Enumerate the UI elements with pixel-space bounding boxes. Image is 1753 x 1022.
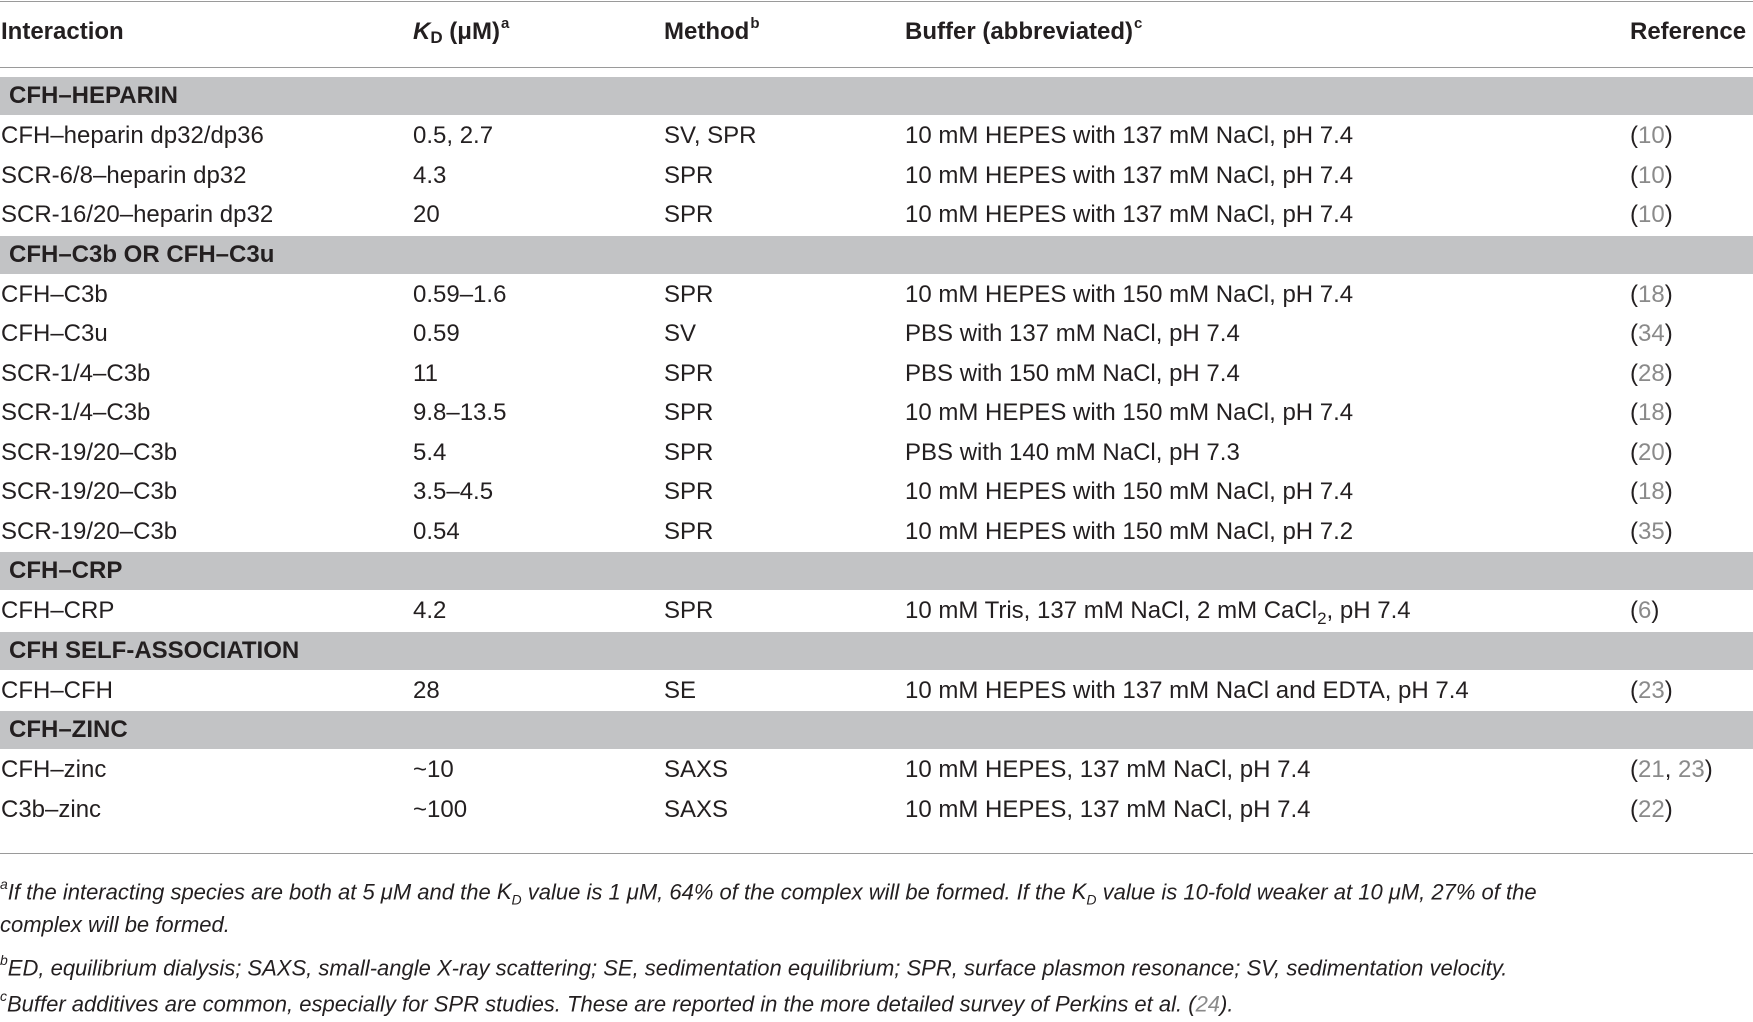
ref-paren-open: ( [1630, 360, 1638, 387]
reference-link[interactable]: 18 [1638, 478, 1665, 505]
section-title: CFH–CRP [9, 557, 123, 584]
col-header-method-label: Method [664, 18, 750, 45]
cell-method: SPR [664, 399, 714, 426]
footnote-a-kd-letter-1: K [496, 879, 512, 905]
cell-kd: 0.59 [413, 320, 460, 347]
cell-buffer: 10 mM HEPES with 137 mM NaCl and EDTA, pH 7.4 [905, 677, 1469, 704]
reference-link[interactable]: 18 [1638, 281, 1665, 308]
footnote-a-line2 [0, 906, 1753, 943]
cell-buffer: 10 mM HEPES with 137 mM NaCl, pH 7.4 [905, 201, 1354, 228]
ref-paren-close: ) [1664, 518, 1673, 545]
reference-link[interactable]: 23 [1678, 756, 1705, 783]
col-header-kd [413, 12, 509, 52]
cell-method: SPR [664, 201, 714, 228]
footnote-a-kd-sub-1: D [511, 891, 522, 908]
reference-link[interactable]: 23 [1638, 677, 1665, 704]
reference-link[interactable]: 10 [1638, 201, 1665, 228]
method-footnote-mark: b [750, 15, 760, 32]
cell-buffer: 10 mM HEPES with 150 mM NaCl, pH 7.4 [905, 399, 1354, 426]
section-header [0, 711, 1753, 749]
footnote-c [0, 980, 1753, 1022]
cell-reference [1630, 354, 1673, 393]
cell-kd: 3.5–4.5 [413, 478, 494, 505]
ref-paren-open: ( [1630, 201, 1638, 228]
footnote-a-kd-sub-2: D [1086, 891, 1097, 908]
ref-paren-open: ( [1630, 122, 1638, 149]
footnote-b-mark: b [0, 952, 8, 968]
table-row [0, 472, 1753, 511]
cell-method: SV [664, 320, 697, 347]
footnote-b-text: ED, equilibrium dialysis; SAXS, small-angle X-ray scattering; SE, sedimentation equilibrium; SPR, surface plasmon resonance; SV, sedimentation velocity. [7, 955, 1508, 981]
kd-footnote-mark: a [500, 15, 510, 32]
buffer-text: 10 mM Tris, 137 mM NaCl, 2 mM CaCl [905, 597, 1318, 624]
ref-paren-close: ) [1664, 201, 1673, 228]
ref-paren-open: ( [1630, 597, 1638, 624]
table-row [0, 354, 1753, 393]
ref-paren-close: ) [1664, 360, 1673, 387]
reference-link[interactable]: 21 [1638, 756, 1665, 783]
section-header [0, 552, 1753, 590]
footnote-a-kd-letter-2: K [1071, 879, 1087, 905]
table-row [0, 671, 1753, 710]
cell-interaction: SCR-16/20–heparin dp32 [1, 201, 274, 228]
cell-kd: 5.4 [413, 439, 447, 466]
cell-reference [1630, 314, 1673, 353]
cell-method: SPR [664, 360, 714, 387]
cell-interaction: SCR-6/8–heparin dp32 [1, 162, 247, 189]
buffer-text-tail: , pH 7.4 [1326, 597, 1411, 624]
cell-interaction: C3b–zinc [1, 796, 102, 823]
table-row [0, 591, 1753, 630]
section-header [0, 632, 1753, 670]
cell-kd: 0.59–1.6 [413, 281, 507, 308]
cell-interaction: SCR-19/20–C3b [1, 478, 178, 505]
cell-buffer: PBS with 150 mM NaCl, pH 7.4 [905, 360, 1240, 387]
ref-paren-open: ( [1630, 162, 1638, 189]
reference-link[interactable]: 35 [1638, 518, 1665, 545]
cell-method: SPR [664, 597, 714, 624]
ref-paren-close: ) [1664, 677, 1673, 704]
cell-kd: 9.8–13.5 [413, 399, 507, 426]
reference-link[interactable]: 10 [1638, 122, 1665, 149]
ref-paren-open: ( [1630, 677, 1638, 704]
cell-method: SAXS [664, 796, 729, 823]
cell-kd: ~10 [413, 756, 454, 783]
buffer-footnote-mark: c [1134, 15, 1143, 32]
bottom-rule [0, 853, 1753, 854]
cell-method: SPR [664, 439, 714, 466]
cell-interaction: CFH–zinc [1, 756, 107, 783]
cell-method: SV, SPR [664, 122, 757, 149]
cell-interaction: CFH–C3u [1, 320, 108, 347]
cell-kd: 4.2 [413, 597, 447, 624]
ref-paren-close: ) [1664, 399, 1673, 426]
cell-interaction: CFH–heparin dp32/dp36 [1, 122, 264, 149]
col-header-reference [1630, 12, 1746, 52]
ref-paren-open: ( [1630, 796, 1638, 823]
section-title: CFH–C3b OR CFH–C3u [9, 240, 275, 268]
ref-paren-close: ) [1651, 597, 1660, 624]
ref-paren-open: ( [1630, 320, 1638, 347]
footnote-c-tail: ). [1220, 991, 1234, 1017]
section-header [0, 236, 1753, 274]
ref-paren-open: ( [1630, 281, 1638, 308]
cell-kd: ~100 [413, 796, 468, 823]
footnote-a-kd-1 [496, 879, 522, 908]
cell-interaction: SCR-1/4–C3b [1, 360, 151, 387]
col-header-interaction [1, 12, 124, 52]
col-header-method [664, 12, 759, 52]
kd-subscript: D [430, 28, 443, 47]
ref-paren-open: ( [1630, 518, 1638, 545]
cell-kd: 11 [413, 360, 438, 387]
cell-interaction: CFH–CFH [1, 677, 113, 704]
cell-reference [1630, 156, 1673, 195]
cell-reference [1630, 472, 1673, 511]
table-row [0, 433, 1753, 472]
table-row [0, 750, 1753, 789]
cell-buffer: 10 mM HEPES with 150 mM NaCl, pH 7.4 [905, 281, 1354, 308]
footnote-c-ref-link[interactable]: 24 [1195, 991, 1221, 1017]
top-rule [0, 1, 1753, 2]
reference-link[interactable]: 6 [1638, 597, 1652, 624]
cell-interaction: SCR-19/20–C3b [1, 439, 178, 466]
table-row [0, 195, 1753, 234]
reference-link[interactable]: 34 [1638, 320, 1665, 347]
cell-interaction: SCR-1/4–C3b [1, 399, 151, 426]
ref-paren-close: ) [1664, 162, 1673, 189]
ref-paren-close: ) [1664, 439, 1673, 466]
cell-method: SPR [664, 478, 714, 505]
col-header-interaction-label: Interaction [1, 18, 124, 45]
cell-buffer: 10 mM HEPES with 150 mM NaCl, pH 7.4 [905, 478, 1354, 505]
cell-buffer [905, 591, 1411, 632]
kd-unit: (μM) [442, 18, 500, 45]
section-title: CFH SELF-ASSOCIATION [9, 636, 300, 664]
cell-kd: 0.54 [413, 518, 460, 545]
kd-symbol: K [413, 18, 431, 45]
footnote-c-mark: c [0, 988, 7, 1004]
table-row [0, 790, 1753, 829]
footnote-a-text-1: If the interacting species are both at 5 μM and the [7, 879, 497, 905]
cell-method: SPR [664, 518, 714, 545]
cell-method: SPR [664, 162, 714, 189]
cell-reference [1630, 275, 1673, 314]
col-header-reference-label: Reference [1630, 18, 1747, 45]
cell-reference [1630, 671, 1673, 710]
table-row [0, 156, 1753, 195]
footnote-a-kd-2 [1071, 879, 1097, 908]
table-row [0, 116, 1753, 155]
reference-link[interactable]: 10 [1638, 162, 1665, 189]
reference-link[interactable]: 22 [1638, 796, 1665, 823]
reference-link[interactable]: 18 [1638, 399, 1665, 426]
cell-buffer: 10 mM HEPES with 150 mM NaCl, pH 7.2 [905, 518, 1354, 545]
footnote-a-mark: a [0, 876, 8, 892]
cell-reference [1630, 116, 1673, 155]
section-title: CFH–HEPARIN [9, 82, 178, 109]
col-header-buffer [905, 12, 1142, 52]
footnote-a-text-2: value is 1 μM, 64% of the complex will be formed. If the [521, 879, 1072, 905]
footnote-a-text-4: complex will be formed. [0, 912, 230, 937]
cell-kd: 4.3 [413, 162, 447, 189]
reference-link[interactable]: 20 [1638, 439, 1665, 466]
cell-reference [1630, 393, 1673, 432]
cell-buffer: 10 mM HEPES, 137 mM NaCl, pH 7.4 [905, 796, 1311, 823]
ref-paren-open: ( [1630, 478, 1638, 505]
footnote-c-text: Buffer additives are common, especially for SPR studies. These are reported in the more detailed survey of Perkins et al. ( [7, 991, 1196, 1017]
cell-reference [1630, 790, 1673, 829]
section-title: CFH–ZINC [9, 716, 128, 743]
ref-paren-close: ) [1664, 320, 1673, 347]
cell-buffer: PBS with 137 mM NaCl, pH 7.4 [905, 320, 1240, 347]
cell-reference [1630, 750, 1713, 789]
cell-buffer: 10 mM HEPES with 137 mM NaCl, pH 7.4 [905, 162, 1354, 189]
cell-method: SAXS [664, 756, 729, 783]
ref-paren-open: ( [1630, 756, 1638, 783]
ref-paren-close: ) [1704, 756, 1713, 783]
cell-reference [1630, 512, 1673, 551]
cell-interaction: CFH–CRP [1, 597, 115, 624]
cell-method: SPR [664, 281, 714, 308]
ref-paren-open: ( [1630, 399, 1638, 426]
reference-link[interactable]: 28 [1638, 360, 1665, 387]
ref-paren-open: ( [1630, 439, 1638, 466]
buffer-subscript: 2 [1317, 609, 1327, 628]
table-row [0, 314, 1753, 353]
cell-interaction: CFH–C3b [1, 281, 108, 308]
footnote-a-text-3: value is 10-fold weaker at 10 μM, 27% of the [1096, 879, 1537, 905]
cell-method: SE [664, 677, 697, 704]
section-header [0, 77, 1753, 115]
ref-paren-close: ) [1664, 122, 1673, 149]
cell-kd: 0.5, 2.7 [413, 122, 494, 149]
ref-paren-close: ) [1664, 796, 1673, 823]
table-row [0, 512, 1753, 551]
ref-separator: , [1664, 756, 1679, 783]
cell-kd: 20 [413, 201, 440, 228]
cell-interaction: SCR-19/20–C3b [1, 518, 178, 545]
col-header-buffer-label: Buffer (abbreviated) [905, 18, 1134, 45]
cell-buffer: 10 mM HEPES, 137 mM NaCl, pH 7.4 [905, 756, 1311, 783]
ref-paren-close: ) [1664, 478, 1673, 505]
cell-buffer: 10 mM HEPES with 137 mM NaCl, pH 7.4 [905, 122, 1354, 149]
cell-reference [1630, 591, 1659, 630]
cell-reference [1630, 433, 1673, 472]
table-row [0, 275, 1753, 314]
header-rule [0, 67, 1753, 68]
table-row [0, 393, 1753, 432]
cell-kd: 28 [413, 677, 440, 704]
ref-paren-close: ) [1664, 281, 1673, 308]
cell-buffer: PBS with 140 mM NaCl, pH 7.3 [905, 439, 1240, 466]
cell-reference [1630, 195, 1673, 234]
